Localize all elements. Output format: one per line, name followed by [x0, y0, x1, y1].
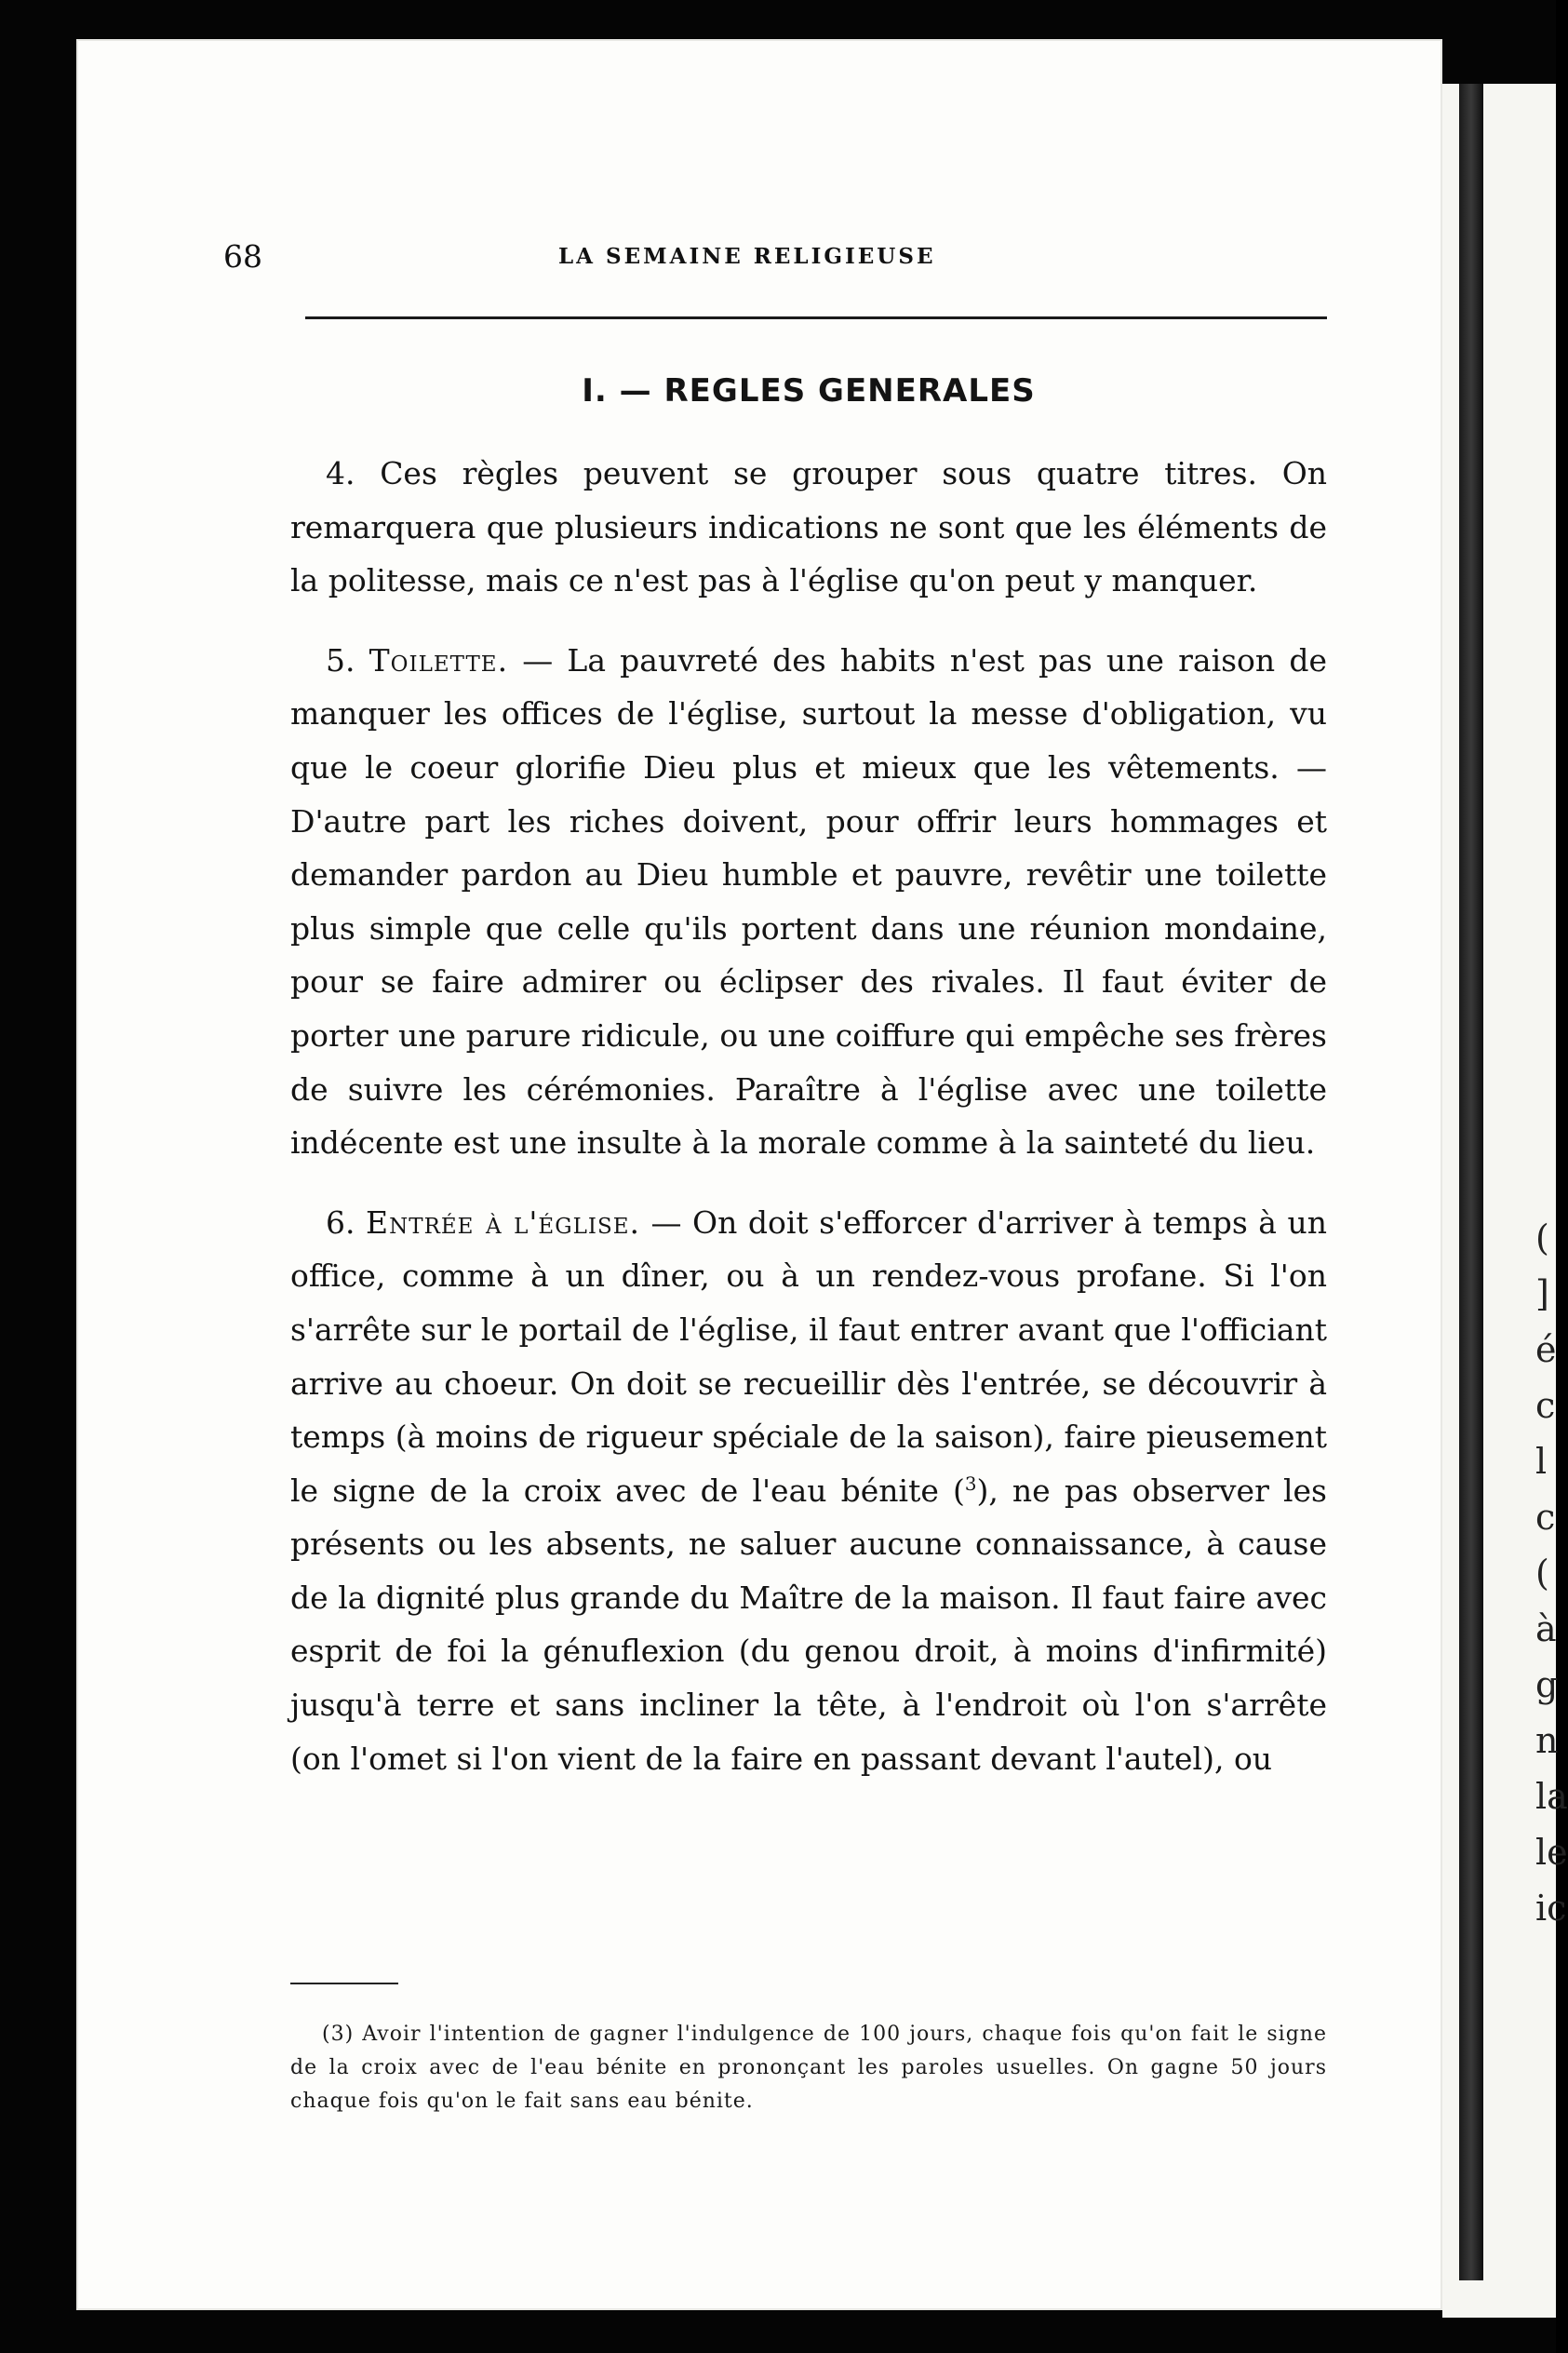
- running-title: LA SEMAINE RELIGIEUSE: [558, 244, 936, 269]
- footnote-text: Avoir l'intention de gagner l'indulgence de 100 jours, chaque fois qu'on fait le signe de la croix avec de l'eau bénite en prononçant les paroles usuelles. On gagne 50 jours chaque fois qu'on le fait sans eau bénite.: [290, 2023, 1327, 2113]
- adjacent-page-fragment: la: [1535, 1776, 1568, 1817]
- footnote-rule: [290, 1983, 398, 1984]
- paragraph-number: 6.: [326, 1203, 355, 1241]
- paragraph-number: 5.: [326, 641, 355, 679]
- paragraph-4: [290, 447, 1327, 608]
- paragraph-text: Ces règles peuvent se grouper sous quatre titres. On remarquera que plusieurs indications ne sont que les éléments de la politesse, mais ce n'est pas à l'église qu'on peut y manquer.: [290, 455, 1327, 599]
- paragraph-text-before-note: — On doit s'efforcer d'arriver à temps à un office, comme à un dîner, ou à un rendez-vous profane. Si l'on s'arrête sur le portail de l'église, il faut entrer avant que l'officiant arrive au choeur. On doit se recueillir dès l'entrée, se découvrir à temps (à moins de rigueur spéciale de la saison), faire pieusement le signe de la croix avec de l'eau bénite (: [290, 1203, 1327, 1509]
- adjacent-page-fragment: à: [1535, 1608, 1557, 1649]
- body-text: [290, 368, 1327, 1811]
- paragraph-6: [290, 1196, 1327, 1786]
- adjacent-page-fragment: n: [1535, 1720, 1559, 1761]
- footnote-marker: (3): [322, 2023, 355, 2046]
- adjacent-page-fragment: ]: [1535, 1273, 1549, 1314]
- adjacent-page-fragment: (: [1535, 1553, 1549, 1593]
- adjacent-page-fragment: c: [1535, 1385, 1556, 1426]
- page-number: 68: [223, 238, 262, 275]
- adjacent-page-fragment: g: [1535, 1664, 1559, 1705]
- running-head: [223, 238, 1327, 285]
- paragraph-title: Entrée à l'église.: [366, 1203, 640, 1241]
- paragraph-title: Toilette.: [369, 641, 509, 679]
- section-heading: I. — REGLES GENERALES: [582, 372, 1036, 410]
- adjacent-page-fragment: ic: [1535, 1888, 1567, 1929]
- adjacent-page-fragment: (: [1535, 1217, 1549, 1258]
- paragraph-text: — La pauvreté des habits n'est pas une raison de manquer les offices de l'église, surtout la messe d'obligation, vu que le coeur glorifie Dieu plus et mieux que les vêtements. — D'autre part les riches doivent, pour offrir leurs hommages et demander pardon au Dieu humble et pauvre, revêtir une toilette plus simple que celle qu'ils portent dans une réunion mondaine, pour se faire admirer ou éclipser des rivales. Il faut éviter de porter une parure ridicule, ou une coiffure qui empêche ses frères de suivre les cérémonies. Paraître à l'église avec une toilette indécente est une insulte à la morale comme à la sainteté du lieu.: [290, 641, 1327, 1162]
- book-spine-shadow: [1459, 84, 1483, 2280]
- footnote-reference: 3: [964, 1472, 977, 1495]
- paragraph-5: [290, 634, 1327, 1170]
- footnote: [290, 2018, 1327, 2118]
- adjacent-page-fragment: é: [1535, 1329, 1557, 1370]
- paragraph-number: 4.: [326, 455, 355, 491]
- header-rule: [305, 316, 1327, 319]
- adjacent-page-fragment: le: [1535, 1832, 1568, 1873]
- adjacent-page-fragment: l: [1535, 1441, 1548, 1482]
- adjacent-page-fragment: c: [1535, 1497, 1556, 1538]
- adjacent-page-fragments: [1535, 1210, 1568, 1936]
- paragraph-text-after-note: ), ne pas observer les présents ou les absents, ne saluer aucune connaissance, à cause de la dignité plus grande du Maître de la maison. Il faut faire avec esprit de foi la génuflexion (du genou droit, à moins d'infirmité) jusqu'à terre et sans incliner la tête, à l'endroit où l'on s'arrête (on l'omet si l'on vient de la faire en passant devant l'autel), ou: [290, 1472, 1327, 1777]
